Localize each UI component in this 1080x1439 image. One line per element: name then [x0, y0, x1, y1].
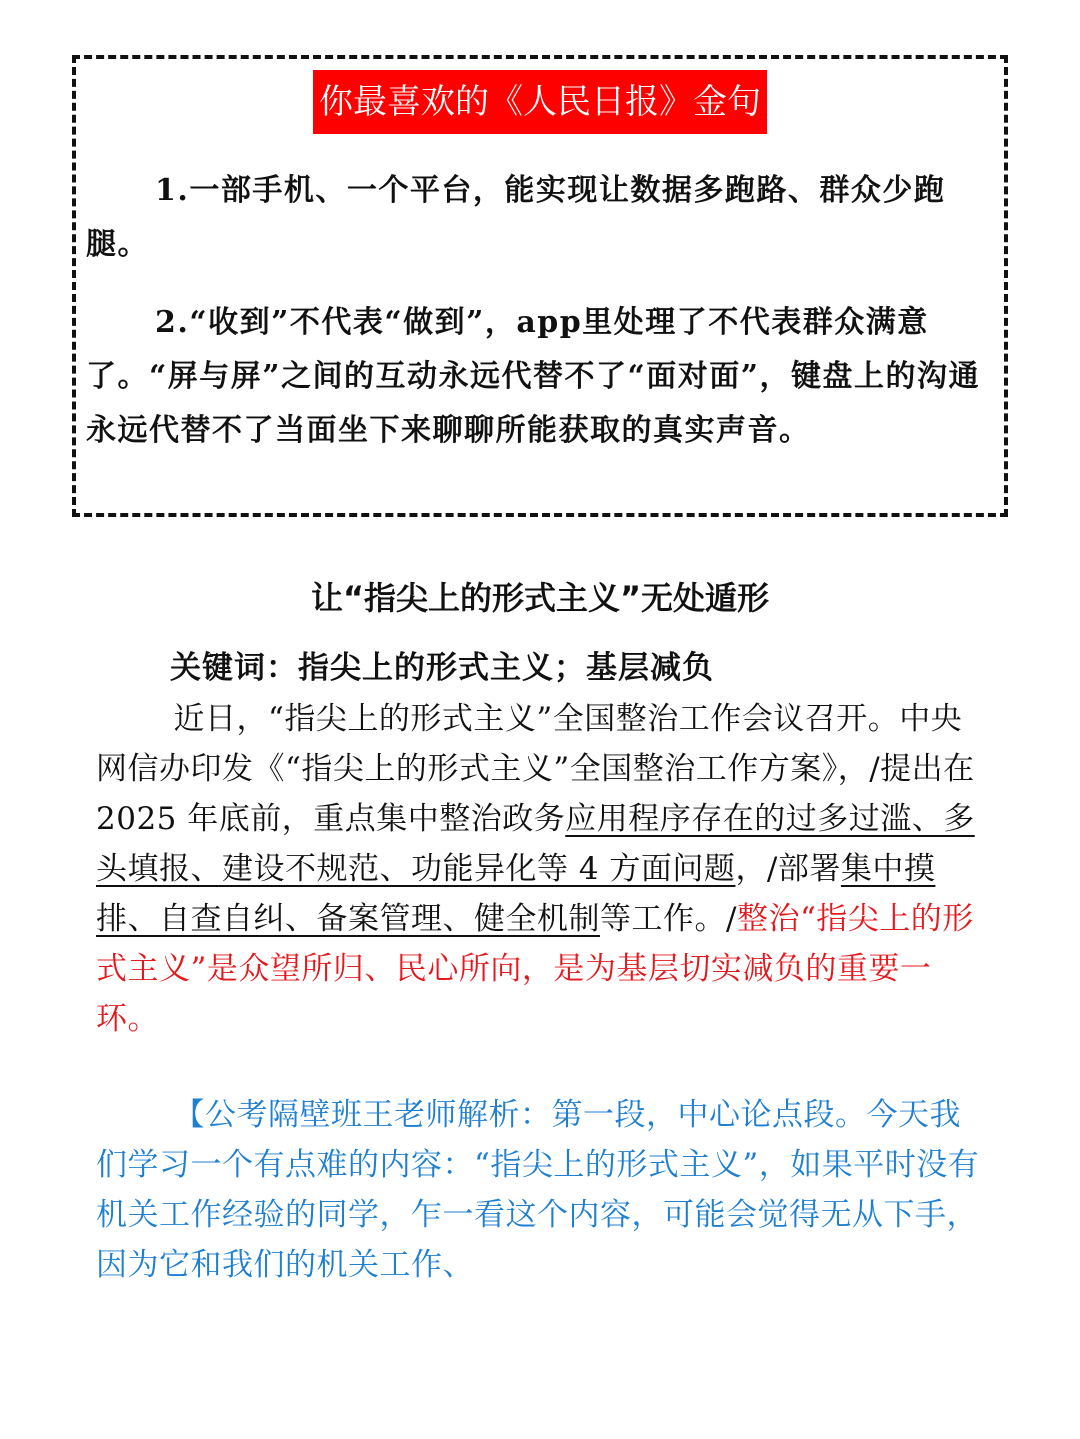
analysis-paragraph: 【公考隔壁班王老师解析：第一段，中心论点段。今天我们学习一个有点难的内容：“指尖上的形式主义”，如果平时没有机关工作经验的同学，乍一看这个内容，可能会觉得无从下手，因为它和我们的机关工作、	[96, 1097, 980, 1283]
paragraph-1-underline-a: 应用程序存在的过多过滥、多头填报、建设不规范、功能异化等 4 方面问题	[96, 801, 975, 887]
article-paragraph-1	[96, 694, 988, 1044]
quote-box-header	[0, 70, 1080, 134]
quote-2: 2.“收到”不代表“做到”，app里处理了不代表群众满意了。“屏与屏”之间的互动永远代替不了“面对面”，键盘上的沟通永远代替不了当面坐下来聊聊所能获取的真实声音。	[86, 305, 981, 448]
article-keywords: 关键词：指尖上的形式主义；基层减负	[170, 650, 714, 686]
quote-1: 1.一部手机、一个平台，能实现让数据多跑路、群众少跑腿。	[86, 173, 946, 262]
paragraph-1-text-a: 近日，“指尖上的形式主义”全国整治工作会议召开。中央网信办印发《“指尖上的形式主义”全国整治工作方案》，/提出在 2025 年底前，重点集中整治政务	[96, 701, 975, 837]
quote-box-title: 你最喜欢的《人民日报》金句	[313, 70, 767, 134]
paragraph-1-red-emphasis: 整治“指尖上的形式主义”是众望所归、民心所向，是为基层切实减负的重要一环。	[96, 901, 974, 1037]
paragraph-1-text-c: 等工作。/	[600, 901, 737, 937]
article-title: 让“指尖上的形式主义”无处遁形	[310, 579, 770, 617]
paragraph-1-underline-b: 集中摸排、自查自纠、备案管理、健全机制	[96, 851, 936, 937]
paragraph-1-text-b: ，/部署	[735, 851, 841, 887]
